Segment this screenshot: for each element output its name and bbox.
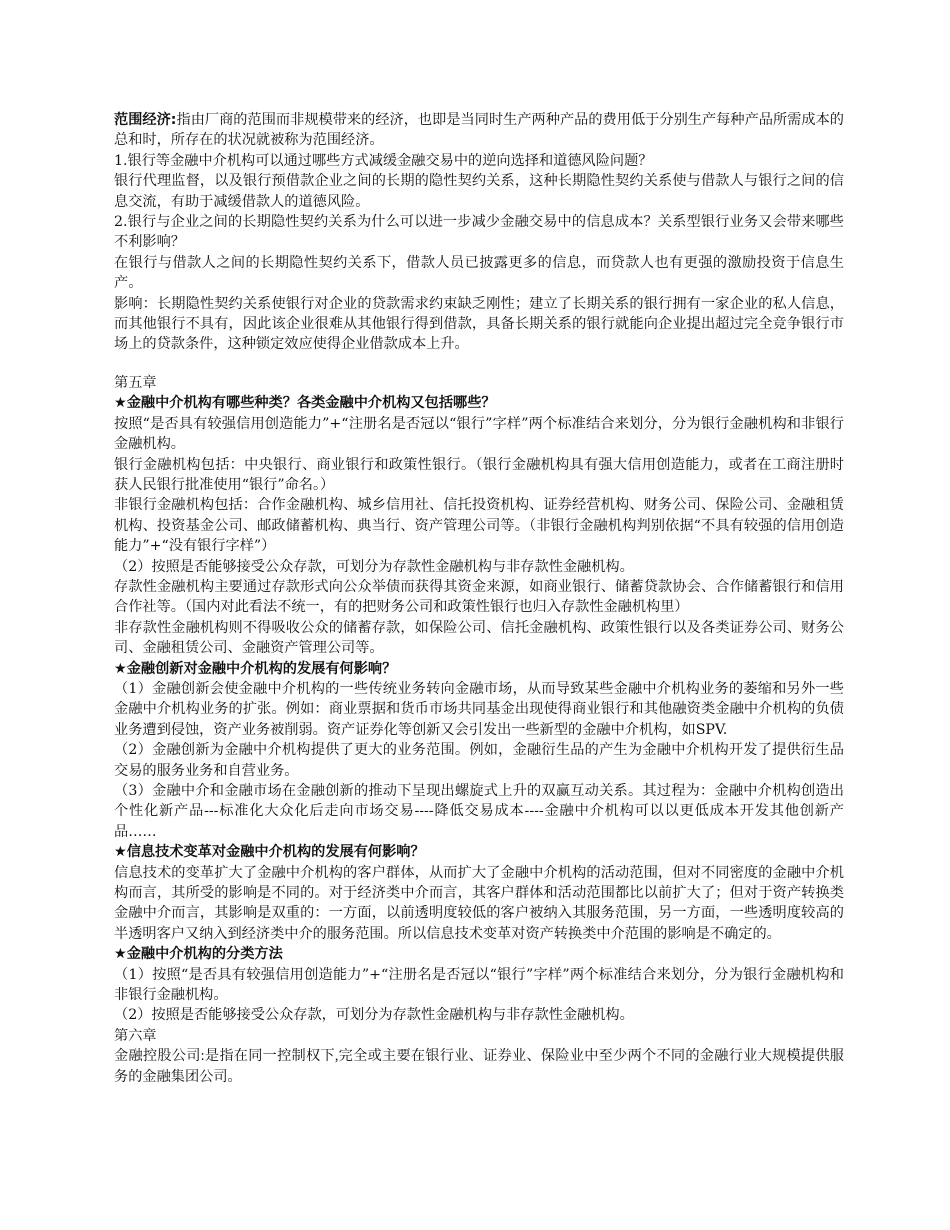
paragraph-innovation-2: （2）金融创新为金融中介机构提供了更大的业务范围。例如，金融衍生品的产生为金融中介机构开发了提供衍生品交易的服务业务和自营业务。 bbox=[114, 742, 844, 779]
scope-economy-definition: 指由厂商的范围而非规模带来的经济，也即是当同时生产两种产品的费用低于分别生产每种产品所需成本的总和时，所存在的状况就被称为范围经济。 bbox=[114, 112, 844, 149]
paragraph-innovation-1: （1）金融创新会使金融中介机构的一些传统业务转向金融市场，从而导致某些金融中介机构业务的萎缩和另外一些金融中介机构业务的扩张。例如：商业票据和货币市场共同基金出现使得商业银行和其他融资类金融中介机构的负债业务遭到侵蚀，资产业务被削弱。资产证券化等创新又会引发出一些新型的金融中介机构，如SPV. bbox=[114, 680, 844, 738]
chapter-5-heading: 第五章 bbox=[114, 374, 157, 391]
answer-1: 银行代理监督，以及银行预借款企业之间的长期的隐性契约关系，这种长期隐性契约关系使与借款人与银行之间的信息交流，有助于减缓借款人的道德风险。 bbox=[114, 173, 844, 210]
section-heading-it-change: ★信息技术变革对金融中介机构的发展有何影响？ bbox=[114, 844, 425, 861]
scope-economy-paragraph bbox=[114, 110, 844, 151]
paragraph-method-2: （2）按照是否能够接受公众存款，可划分为存款性金融机构与非存款性金融机构。 bbox=[114, 1007, 634, 1024]
answer-2: 在银行与借款人之间的长期隐性契约关系下，借款人员已披露更多的信息，而贷款人也有更强的激励投资于信息生产。 bbox=[114, 254, 844, 292]
paragraph-deposit-classification: （2）按照是否能够接受公众存款，可划分为存款性金融机构与非存款性金融机构。 bbox=[114, 558, 634, 575]
paragraph-financial-holding: 金融控股公司:是指在同一控制权下,完全或主要在银行业、证券业、保险业中至少两个不同的金融行业大规模提供服务的金融集团公司。 bbox=[114, 1048, 844, 1085]
question-2: 2.银行与企业之间的长期隐性契约关系为什么可以进一步减少金融交易中的信息成本？关系型银行业务又会带来哪些不利影响？ bbox=[114, 214, 844, 251]
document-page bbox=[114, 110, 844, 1087]
chapter-6-heading: 第六章 bbox=[114, 1027, 157, 1044]
section-heading-classification-methods: ★金融中介机构的分类方法 bbox=[114, 946, 283, 963]
question-1: 1.银行等金融中介机构可以通过哪些方式减缓金融交易中的逆向选择和道德风险问题？ bbox=[114, 152, 653, 169]
paragraph-nonbank-institutions: 非银行金融机构包括：合作金融机构、城乡信用社、信托投资机构、证券经营机构、财务公司、保险公司、金融租赁机构、投资基金公司、邮政储蓄机构、典当行、资产管理公司等。（非银行金融机构判别依据“不具有较强的信用创造能力”+“没有银行字样”） bbox=[114, 497, 844, 555]
answer-2-impact: 影响：长期隐性契约关系使银行对企业的贷款需求约束缺乏刚性；建立了长期关系的银行拥有一家企业的私人信息，而其他银行不具有，因此该企业很难从其他银行得到借款，具备长期关系的银行就能向企业提出超过完全竞争银行市场上的贷款条件，这种锁定效应使得企业借款成本上升。 bbox=[114, 295, 844, 353]
paragraph-it-change: 信息技术的变革扩大了金融中介机构的客户群体，从而扩大了金融中介机构的活动范围，但对不同密度的金融中介机构而言，其所受的影响是不同的。对于经济类中介而言，其客户群体和活动范围都比以前扩大了；但对于资产转换类金融中介而言，其影响是双重的：一方面，以前透明度较低的客户被纳入其服务范围，另一方面，一些透明度较高的半透明客户又纳入到经济类中介的服务范围。所以信息技术变革对资产转换类中介范围的影响是不确定的。 bbox=[114, 864, 844, 942]
paragraph-innovation-3: （3）金融中介和金融市场在金融创新的推动下呈现出螺旋式上升的双赢互动关系。其过程为：金融中介机构创造出个性化新产品---标准化大众化后走向市场交易----降低交易成本----金融中介机构可以以更低成本开发其他创新产品…… bbox=[114, 783, 844, 840]
paragraph-classification: 按照“是否具有较强信用创造能力”+“注册名是否冠以“银行”字样”两个标准结合来划分，分为银行金融机构和非银行金融机构。 bbox=[114, 415, 844, 453]
paragraph-method-1: （1）按照“是否具有较强信用创造能力”+“注册名是否冠以“银行”字样”两个标准结合来划分，分为银行金融机构和非银行金融机构。 bbox=[114, 966, 844, 1004]
section-heading-types: ★金融中介机构有哪些种类？各类金融中介机构又包括哪些？ bbox=[114, 395, 496, 412]
paragraph-bank-institutions: 银行金融机构包括：中央银行、商业银行和政策性银行。（银行金融机构具有强大信用创造能力，或者在工商注册时获人民银行批准使用“银行”命名。） bbox=[114, 456, 844, 493]
paragraph-deposit-institutions: 存款性金融机构主要通过存款形式向公众举债而获得其资金来源，如商业银行、储蓄贷款协会、合作储蓄银行和信用合作社等。（国内对此看法不统一，有的把财务公司和政策性银行也归入存款性金融机构里） bbox=[114, 578, 844, 616]
section-heading-innovation: ★金融创新对金融中介机构的发展有何影响？ bbox=[114, 660, 397, 677]
scope-economy-term: 范围经济: bbox=[114, 112, 177, 128]
paragraph-nondeposit-institutions: 非存款性金融机构则不得吸收公众的储蓄存款，如保险公司、信托金融机构、政策性银行以及各类证券公司、财务公司、金融租赁公司、金融资产管理公司等。 bbox=[114, 619, 844, 657]
